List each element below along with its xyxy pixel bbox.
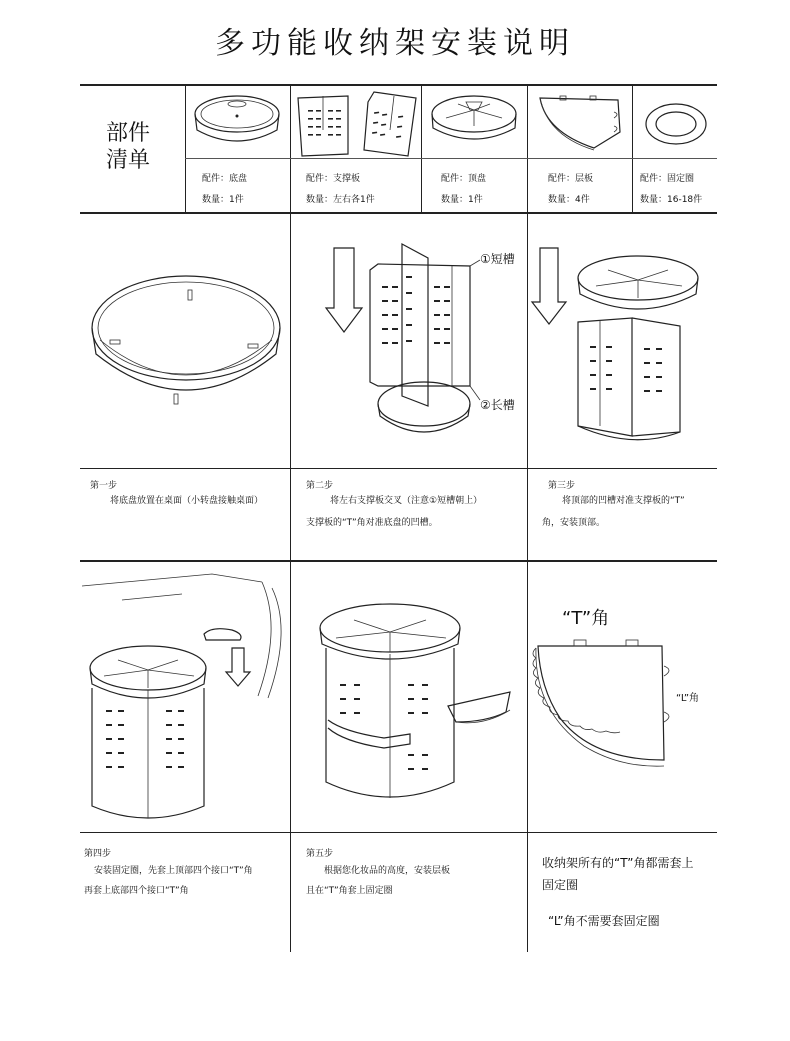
step1-drawing: [88, 270, 284, 420]
parts-heading-line2: 清单: [106, 148, 151, 173]
part-ring-name: 配件：固定圈: [640, 174, 695, 184]
t-corner-shelf-drawing: [530, 636, 680, 776]
note-line3: “L”角不需要套固定圈: [548, 914, 660, 928]
step5-title: 第五步: [306, 849, 334, 859]
part-panel-name: 配件：支撑板: [306, 174, 361, 184]
step1-title: 第一步: [90, 481, 118, 491]
step3-title: 第三步: [548, 481, 576, 491]
parts-list-heading: [106, 120, 150, 174]
part-top-qty: 数量：1件: [441, 195, 483, 205]
fixing-ring-drawing: [640, 98, 712, 150]
step2-drawing: [330, 236, 520, 456]
step4-line2: 再套上底部四个接口“T”角: [84, 886, 189, 896]
step2-title: 第二步: [306, 481, 334, 491]
step3-drawing: [536, 236, 706, 456]
part-shelf-name: 配件：层板: [548, 174, 594, 184]
part-panel-qty: 数量：左右各1件: [306, 195, 375, 205]
page-title: 多功能收纳架安装说明: [215, 26, 575, 61]
part-base-qty: 数量：1件: [202, 195, 244, 205]
shelf-drawing: [534, 92, 626, 154]
part-ring-qty: 数量：16-18件: [640, 195, 703, 205]
step3-line2: 角，安装顶部。: [542, 518, 606, 528]
step2-line2: 支撑板的“T”角对准底盘的凹槽。: [306, 518, 438, 528]
step5-line2: 且在“T”角套上固定圈: [306, 886, 393, 896]
part-base-name: 配件：底盘: [202, 174, 248, 184]
step2-line1: 将左右支撑板交叉（注意①短槽朝上）: [330, 496, 483, 506]
step3-line1: 将顶部的凹槽对准支撑板的“T”: [562, 496, 685, 506]
step5-line1: 根据您化妆品的高度，安装层板: [324, 866, 451, 876]
parts-heading-line1: 部件: [106, 121, 151, 146]
support-panel-drawing: [294, 90, 420, 158]
part-shelf-qty: 数量：4件: [548, 195, 590, 205]
long-slot-label: ②长槽: [480, 398, 515, 412]
note-line1: 收纳架所有的“T”角都需套上: [542, 856, 694, 870]
step4-title: 第四步: [84, 849, 112, 859]
base-tray-drawing: [192, 92, 282, 154]
step1-line1: 将底盘放置在桌面（小转盘接触桌面）: [110, 496, 264, 506]
short-slot-label: ①短槽: [480, 252, 515, 266]
top-tray-drawing: [428, 92, 520, 154]
step5-drawing: [314, 598, 520, 814]
part-top-name: 配件：顶盘: [441, 174, 487, 184]
t-corner-label: “T”角: [562, 608, 610, 629]
l-corner-label: “L”角: [676, 693, 699, 704]
step4-drawing: [82, 568, 288, 830]
note-line2: 固定圈: [542, 878, 579, 892]
step4-line1: 安装固定圈，先套上顶部四个接口“T”角: [94, 866, 253, 876]
